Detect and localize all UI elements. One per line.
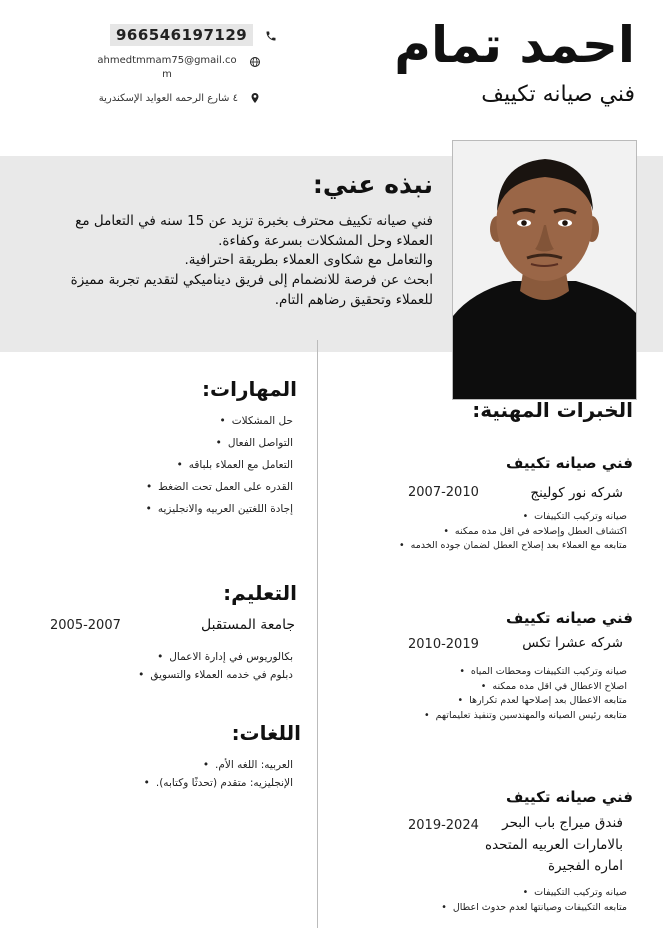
degree-item: بكالوريوس في إدارة الاعمال • (138, 648, 293, 666)
skill-item: التعامل مع العملاء بلباقه • (146, 454, 293, 476)
job-years: 2010-2019 (408, 637, 479, 652)
company-line: شركه نور كولينج (530, 485, 623, 501)
about-text (13, 212, 433, 311)
job-tasks (441, 886, 627, 915)
company-line: شركه عشرا تكس (522, 635, 623, 651)
skills-title: المهارات: (202, 377, 297, 401)
company-line: اماره الفجيرة (548, 858, 623, 875)
job-years: 2007-2010 (408, 485, 479, 500)
job-company (530, 483, 623, 505)
company-line: فندق ميراج باب البحر (502, 815, 623, 831)
task-item: اكتشاف العطل وإصلاحه في اقل مده ممكنه • (399, 525, 627, 540)
language-item: العربيه: اللغه الأم. • (144, 756, 293, 774)
about-line: للعملاء وتحقيق رضاهم التام. (274, 291, 433, 308)
job-title: فني صيانه تكييف (505, 609, 633, 627)
person-portrait-image (453, 141, 636, 399)
education-years: 2005-2007 (50, 618, 121, 633)
task-item: اصلاح الاعطال في اقل مده ممكنه • (424, 680, 627, 695)
globe-icon (249, 56, 261, 68)
language-item: الإنجليزيه: متقدم (تحدثًا وكتابه). • (144, 774, 293, 792)
address-text: ٤ شارع الرحمه العوايد الإسكندرية (98, 93, 238, 104)
job-tasks (424, 665, 627, 724)
languages-list (144, 756, 293, 793)
skills-list (146, 410, 293, 520)
job-company (522, 633, 623, 655)
about-line: فني صيانه تكييف محترف بخبرة تزيد عن 15 سنه في التعامل مع (75, 213, 433, 229)
university-name: جامعة المستقبل (200, 617, 295, 633)
skill-item: القدره على العمل تحت الضغط • (146, 476, 293, 498)
experience-title: الخبرات المهنية: (472, 398, 633, 422)
task-item: متابعه التكييفات وصيانتها لعدم حدوث اعطال • (441, 901, 627, 916)
task-item: متابعه الاعطال بعد إصلاحها لعدم تكرارها • (424, 694, 627, 709)
email-line-2: m (162, 68, 172, 80)
task-item: متابعه رئيس الصيانه والمهندسين وتنفيذ تعليماتهم • (424, 709, 627, 724)
person-name: احمد تمام (394, 16, 635, 74)
job-years: 2019-2024 (408, 818, 479, 833)
job-company (485, 813, 623, 878)
contact-phone (110, 24, 277, 46)
about-line: ابحث عن فرصة للانضمام إلى فريق ديناميكي لتقديم تجربة مميزة (70, 272, 433, 289)
column-divider (317, 340, 318, 928)
location-pin-icon (249, 92, 261, 104)
job-tasks (399, 510, 627, 554)
phone-number: 966546197129 (110, 24, 253, 46)
about-line: العملاء وحل المشكلات بسرعة وكفاءة. (218, 232, 433, 249)
about-title: نبذه عني: (312, 170, 433, 199)
profile-photo (452, 140, 637, 400)
job-title: فني صيانه تكييف (505, 788, 633, 806)
task-item: صيانه وتركيب التكييفات • (399, 510, 627, 525)
task-item: صيانه وتركيب التكييفات • (441, 886, 627, 901)
task-item: صيانه وتركيب التكييفات ومحطات المياه • (424, 665, 627, 680)
phone-icon (265, 30, 277, 42)
person-job-title: فني صيانه تكييف (481, 82, 635, 107)
languages-title: اللغات: (231, 721, 301, 745)
education-list (138, 648, 293, 685)
contact-email (92, 54, 244, 81)
company-line: بالامارات العربيه المتحده (485, 836, 623, 853)
skill-item: التواصل الفعال • (146, 432, 293, 454)
job-title: فني صيانه تكييف (505, 454, 633, 472)
degree-item: دبلوم في خدمه العملاء والتسويق • (138, 666, 293, 684)
skill-item: إجادة اللغتين العربيه والانجليزيه • (146, 498, 293, 520)
task-item: متابعه مع العملاء بعد إصلاح العطل لضمان جوده الخدمه • (399, 539, 627, 554)
skill-item: حل المشكلات • (146, 410, 293, 432)
about-line: والتعامل مع شكاوى العملاء بطريقة احترافية. (184, 252, 433, 269)
education-title: التعليم: (223, 581, 297, 605)
email-line-1: ahmedtmmam75@gmail.co (97, 55, 237, 66)
